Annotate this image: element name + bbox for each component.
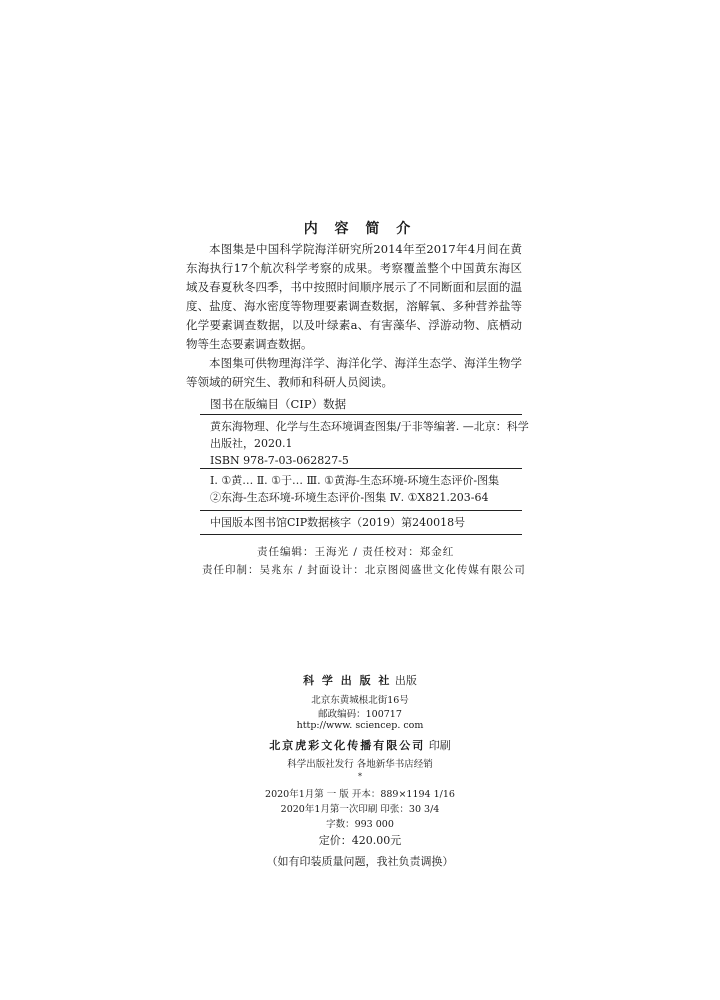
- separator-star: *: [358, 772, 362, 781]
- publisher-suffix: 出版: [394, 674, 417, 687]
- edition-line: 2020年1月第 一 版 开本：889×1194 1/16: [265, 789, 455, 800]
- cip-entry-line-1: 黄东海物理、化学与生态环境调查图集/于非等编著. —北京：科学: [210, 420, 529, 433]
- cip-bottom-rule: [200, 534, 522, 535]
- quality-notice: （如有印装质量问题，我社负责调换）: [266, 855, 454, 868]
- summary-paragraph-1: 本图集是中国科学院海洋研究所2014年至2017年4月间在黄东海执行17个航次科学考察的成果。考察覆盖整个中国黄东海区域及春夏秋冬四季，书中按照时间顺序展示了不同断面和层面的温度、盐度、海水密度等物理要素调查数据，溶解氧、多种营养盐等化学要素调查数据，以及叶绿素a、有害藻华、浮游动物、底栖动物等生态要素调查数据。: [186, 242, 522, 351]
- cip-title: 图书在版编目（CIP）数据: [210, 397, 347, 411]
- cip-mid-rule: [200, 468, 522, 469]
- summary-paragraph-2: 本图集可供物理海洋学、海洋化学、海洋生态学、海洋生物学等领域的研究生、教师和科研人员阅读。: [186, 356, 522, 389]
- cip-record: [210, 514, 522, 531]
- printer-suffix: 印刷: [428, 739, 451, 752]
- publisher-url: http://www. sciencep. com: [296, 720, 424, 731]
- publisher-postcode: 邮政编码：100717: [318, 709, 402, 720]
- cip-class-line-1: Ⅰ. ①黄… Ⅱ. ①于… Ⅲ. ①黄海-生态环境-环境生态评价-图集: [210, 474, 500, 487]
- publisher-line: [0, 672, 720, 688]
- distribution-line: 科学出版社发行 各地新华书店经销: [287, 759, 433, 770]
- word-count: 字数：993 000: [326, 819, 394, 830]
- cip-classification: [210, 472, 522, 506]
- cip-isbn: ISBN 978-7-03-062827-5: [210, 454, 349, 467]
- summary-heading: 内 容 简 介: [303, 221, 417, 237]
- price: 定价：420.00元: [318, 834, 402, 847]
- publisher-name: 科 学 出 版 社: [303, 674, 392, 687]
- printing-line: 2020年1月第一次印刷 印张：30 3/4: [280, 804, 440, 815]
- credits-editors: 责任编辑：王海光 / 责任校对：郑金红: [257, 546, 455, 558]
- cip-entry: [210, 418, 529, 469]
- cip-top-rule: [200, 414, 522, 415]
- cip-record-number: 中国版本图书馆CIP数据核字（2019）第240018号: [210, 516, 466, 529]
- summary-body: [186, 240, 522, 392]
- publisher-address: 北京东黄城根北街16号: [311, 695, 409, 706]
- cip-class-line-2: ②东海-生态环境-环境生态评价-图集 Ⅳ. ①X821.203-64: [210, 491, 489, 504]
- credits-production: 责任印制：吴兆东 / 封面设计：北京图阅盛世文化传媒有限公司: [202, 564, 526, 576]
- cip-lower-rule: [200, 510, 522, 511]
- cip-entry-line-2: 出版社，2020.1: [210, 437, 293, 450]
- printer-line: [0, 737, 720, 753]
- printer-name: 北京虎彩文化传播有限公司: [269, 739, 426, 752]
